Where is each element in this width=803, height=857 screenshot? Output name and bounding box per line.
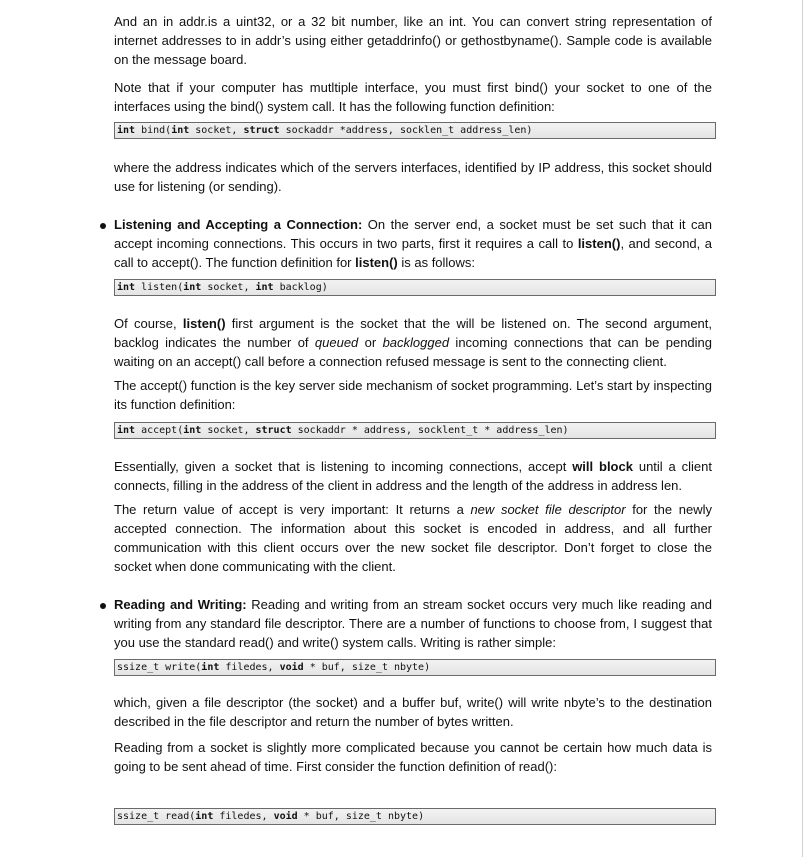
code-keyword: struct	[243, 125, 280, 136]
code-text: * buf, size_t nbyte)	[297, 811, 425, 822]
code-keyword: void	[273, 811, 298, 822]
code-keyword: int	[183, 282, 202, 293]
code-text: * buf, size_t nbyte)	[303, 662, 431, 673]
code-text: listen(	[135, 282, 184, 293]
code-bind-definition	[114, 122, 716, 139]
code-keyword: struct	[255, 425, 292, 436]
code-keyword: int	[117, 125, 136, 136]
code-text: sockaddr * address, socklent_t * address_len)	[291, 425, 569, 436]
text: first argument is the socket that the will be listened on. The second argument, backlog indicates the number of	[114, 316, 712, 350]
code-read-definition	[114, 808, 716, 825]
code-keyword: int	[117, 425, 136, 436]
text: incoming connections that can be pending waiting on an accept() call before a connection refused message is sent to the connecting client.	[114, 335, 712, 369]
paragraph-listen-args	[114, 314, 712, 371]
code-write-definition	[114, 659, 716, 676]
fn-listen: listen()	[182, 316, 226, 331]
code-keyword: int	[171, 125, 190, 136]
paragraph-accept-return	[114, 500, 712, 576]
code-text: backlog)	[273, 282, 328, 293]
code-accept-definition	[114, 422, 716, 439]
paragraph-listening	[114, 215, 712, 272]
code-keyword: int	[183, 425, 202, 436]
paragraph-addr-info: And an in addr.is a uint32, or a 32 bit number, like an int. You can convert string representation of internet addresses to in addr’s using either getaddrinfo() or gethostbyname(). Sample code is available on the message board.	[114, 14, 712, 67]
emphasis-queued: queued	[314, 335, 359, 350]
code-text: ssize_t write(	[117, 662, 202, 673]
emphasis-will-block: will block	[572, 459, 633, 474]
text: On the server end, a socket must be set such that it can accept incoming connections. This occurs in two parts, first it requires a call to	[114, 217, 712, 251]
code-listen-definition	[114, 279, 716, 296]
paragraph-reading-writing	[114, 595, 712, 652]
fn-listen: listen()	[355, 255, 398, 270]
fn-write: write()	[302, 635, 339, 650]
text: or	[358, 335, 383, 350]
code-text: socket,	[189, 125, 244, 136]
text: system calls. Writing is rather simple:	[338, 635, 556, 650]
code-text: socket,	[201, 282, 256, 293]
paragraph-read-intro: Reading from a socket is slightly more complicated because you cannot be certain how much data is going to be sent ahead of time. First consider the function definition of read():	[114, 740, 712, 774]
code-keyword: int	[195, 811, 214, 822]
text: is as follows:	[397, 255, 476, 270]
emphasis-new-socket: new socket file descriptor	[470, 502, 626, 517]
text: and	[273, 635, 303, 650]
fn-listen: listen()	[577, 236, 621, 251]
heading-reading-writing: Reading and Writing:	[114, 597, 247, 612]
paragraph-address-note: where the address indicates which of the servers interfaces, identified by IP address, this socket should use for listening (or sending).	[114, 160, 712, 194]
heading-listening: Listening and Accepting a Connection:	[114, 217, 363, 232]
code-text: accept(	[135, 425, 184, 436]
paragraph-accept-blocking	[114, 457, 712, 495]
code-keyword: int	[201, 662, 220, 673]
paragraph-accept-intro: The accept() function is the key server side mechanism of socket programming. Let’s start by inspecting its function definition:	[114, 378, 712, 412]
code-text: socket,	[201, 425, 256, 436]
text: until a client connects, filling in the address of the client in address and the length of the address in address len.	[114, 459, 713, 493]
code-text: ssize_t read(	[117, 811, 196, 822]
paragraph-write-explained: which, given a file descriptor (the socket) and a buffer buf, write() will write nbyte’s to the destination described in the file descriptor and return the number of bytes written.	[114, 695, 712, 729]
emphasis-backlogged: backlogged	[382, 335, 450, 350]
code-keyword: int	[117, 282, 136, 293]
code-text: sockaddr *address, socklen_t address_len)	[279, 125, 533, 136]
bullet-reading-writing	[100, 603, 106, 609]
paragraph-bind-note: Note that if your computer has mutltiple interface, you must first bind() your socket to one of the interfaces using the bind() system call. It has the following function definition:	[114, 80, 712, 114]
code-text: filedes,	[219, 662, 280, 673]
text: Of course,	[114, 316, 183, 331]
text: Reading and writing from an stream socket occurs very much like reading and writing from any standard file descriptor. There are a number of functions to choose from, I suggest that you use the standard	[114, 597, 712, 650]
text: , and second, a call to accept(). The function definition for	[114, 236, 713, 270]
code-text: filedes,	[213, 811, 274, 822]
text: for the newly accepted connection. The information about this socket is encoded in address, and all further communication with this client occurs over the new socket file descriptor. Don’t forget to close the socket when done communicating with the client.	[114, 502, 712, 574]
code-keyword: int	[255, 282, 274, 293]
code-keyword: void	[279, 662, 304, 673]
code-text: bind(	[135, 125, 172, 136]
text: Essentially, given a socket that is listening to incoming connections, accept	[114, 459, 573, 474]
fn-read: read()	[239, 635, 274, 650]
text: The return value of accept is very important: It returns a	[114, 502, 471, 517]
bullet-listening	[100, 223, 106, 229]
